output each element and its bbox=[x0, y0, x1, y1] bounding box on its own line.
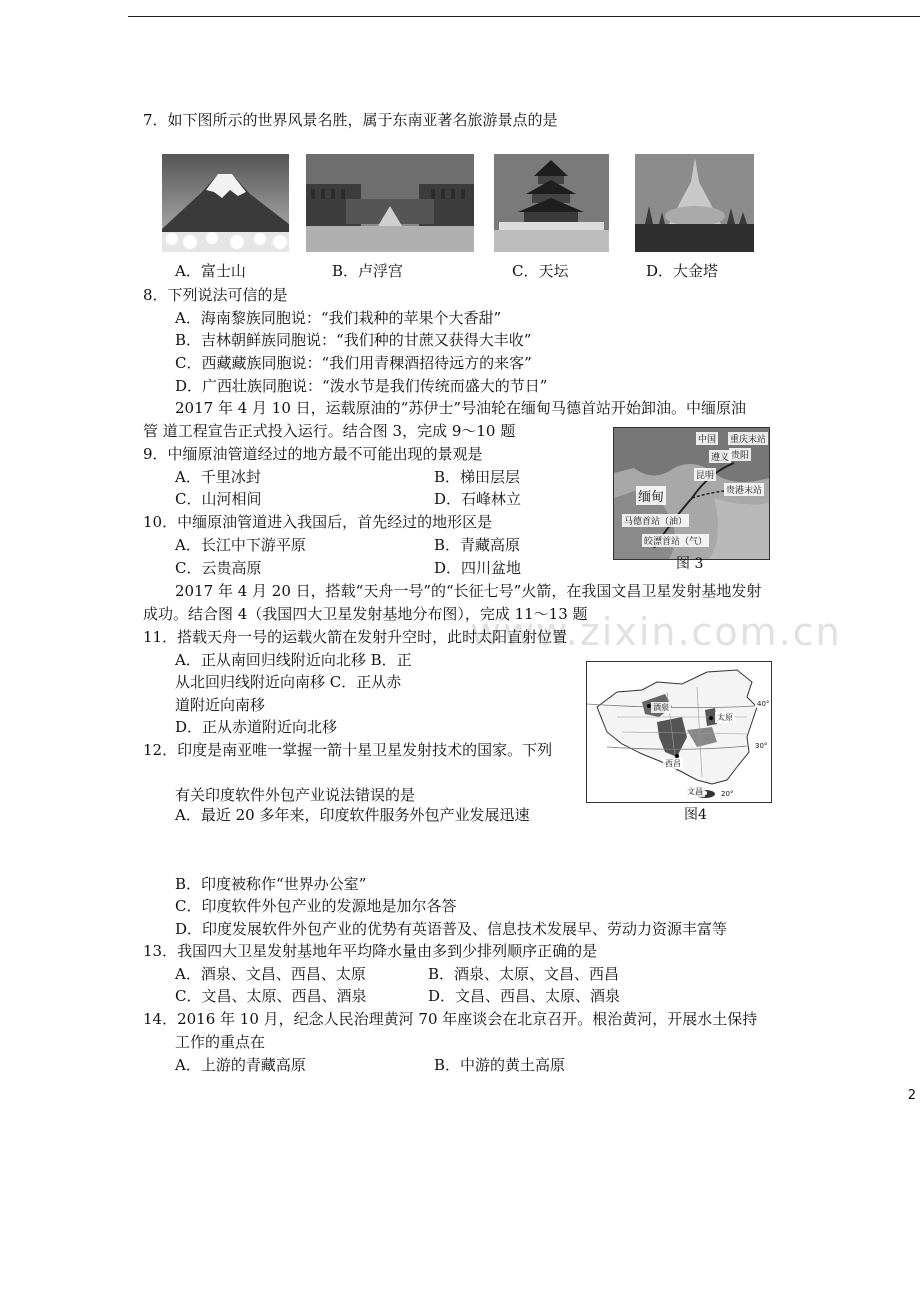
q7-option-c: C．天坛 bbox=[512, 262, 569, 280]
fig4-label-xichang: 西昌 bbox=[665, 759, 681, 768]
fig4-label-jiuquan: 酒泉 bbox=[653, 703, 669, 712]
fig3-label-guigang: 贵港末站 bbox=[724, 483, 764, 496]
q8-option-b: B．吉林朝鲜族同胞说：“我们种的甘蔗又获得大丰收” bbox=[175, 331, 532, 349]
passage2-line2: 成功。结合图 4（我国四大卫星发射基地分布图），完成 11～13 题 bbox=[143, 605, 588, 623]
q12-stem: 12．印度是南亚唯一掌握一箭十星卫星发射技术的国家。下列 bbox=[143, 741, 553, 759]
q7-stem: 7．如下图所示的世界风景名胜，属于东南亚著名旅游景点的是 bbox=[143, 111, 558, 129]
q12-stem-2: 有关印度软件外包产业说法错误的是 bbox=[175, 786, 416, 804]
fig3-label-kyaukpyu: 皎漂首站（气） bbox=[642, 534, 709, 547]
figure-3-caption: 图 3 bbox=[676, 556, 704, 572]
fig4-label-taiyuan: 太原 bbox=[717, 713, 733, 722]
q11-line-2: 从北回归线附近向南移 C．正从赤 bbox=[175, 673, 402, 691]
fig3-label-guiyang: 贵阳 bbox=[729, 448, 751, 461]
q14-stem: 14．2016 年 10 月，纪念人民治理黄河 70 年座谈会在北京召开。根治黄河，开展水土保持 bbox=[143, 1010, 758, 1028]
q12-option-d: D．印度发展软件外包产业的优势有英语普及、信息技术发展早、劳动力资源丰富等 bbox=[175, 920, 728, 938]
q11-line-1: A．正从南回归线附近向北移 B．正 bbox=[175, 651, 412, 669]
q14-option-b: B．中游的黄土高原 bbox=[434, 1056, 566, 1074]
photo-louvre bbox=[306, 154, 474, 252]
q14-option-a: A．上游的青藏高原 bbox=[175, 1056, 306, 1074]
figure-4-map bbox=[586, 661, 772, 803]
header-rule bbox=[128, 16, 920, 17]
q13-stem: 13．我国四大卫星发射基地年平均降水量由多到少排列顺序正确的是 bbox=[143, 942, 598, 960]
q10-option-b: B．青藏高原 bbox=[434, 536, 521, 554]
q12-option-b: B．印度被称作“世界办公室” bbox=[175, 875, 367, 893]
q13-option-b: B．酒泉、太原、文昌、西昌 bbox=[428, 965, 620, 983]
figure-3-map bbox=[613, 427, 770, 560]
q11-line-3: 道附近向南移 bbox=[175, 696, 266, 714]
q8-option-c: C．西藏藏族同胞说：“我们用青稞酒招待远方的来客” bbox=[175, 354, 532, 372]
q9-stem: 9．中缅原油管道经过的地方最不可能出现的景观是 bbox=[143, 445, 483, 463]
q7-option-d: D．大金塔 bbox=[646, 262, 719, 280]
fig3-label-china: 中国 bbox=[696, 432, 718, 445]
q14-stem-2: 工作的重点在 bbox=[175, 1033, 266, 1051]
passage1-line1: 2017 年 4 月 10 日，运载原油的“苏伊士”号油轮在缅甸马德首站开始卸油。中缅原油 bbox=[175, 399, 746, 417]
q9-option-d: D．石峰林立 bbox=[434, 490, 522, 508]
q11-line-4: D．正从赤道附近向北移 bbox=[175, 718, 338, 736]
q11-stem: 11．搭载天舟一号的运载火箭在发射升空时，此时太阳直射位置 bbox=[143, 628, 568, 646]
q12-option-c: C．印度软件外包产业的发源地是加尔各答 bbox=[175, 897, 457, 915]
q12-option-a: A．最近 20 多年来，印度软件服务外包产业发展迅速 bbox=[175, 806, 530, 824]
q9-option-a: A．千里冰封 bbox=[175, 468, 261, 486]
q9-option-c: C．山河相间 bbox=[175, 490, 262, 508]
q10-option-a: A．长江中下游平原 bbox=[175, 536, 306, 554]
fig4-label-lat30: 30° bbox=[755, 742, 768, 750]
q13-option-c: C．文昌、太原、西昌、酒泉 bbox=[175, 987, 367, 1005]
fig3-label-made: 马德首站（油） bbox=[622, 514, 689, 527]
q7-option-b: B．卢浮宫 bbox=[332, 262, 404, 280]
passage2-line1: 2017 年 4 月 20 日，搭载“天舟一号”的“长征七号”火箭，在我国文昌卫星发射基地发射 bbox=[175, 582, 762, 600]
q13-option-a: A．酒泉、文昌、西昌、太原 bbox=[175, 965, 366, 983]
q8-stem: 8．下列说法可信的是 bbox=[143, 286, 288, 304]
q9-option-b: B．梯田层层 bbox=[434, 468, 521, 486]
fig3-label-chongqing: 重庆末站 bbox=[728, 432, 768, 445]
watermark: www.zixin.com.cn bbox=[470, 610, 842, 654]
q7-option-a: A．富士山 bbox=[175, 262, 246, 280]
fig4-label-lat40: 40° bbox=[757, 700, 770, 708]
figure-4-caption: 图4 bbox=[684, 807, 707, 823]
q10-stem: 10．中缅原油管道进入我国后，首先经过的地形区是 bbox=[143, 513, 493, 531]
photo-shwedagon-pagoda bbox=[635, 154, 754, 252]
fig3-label-zunyi: 遵义 bbox=[709, 450, 731, 463]
photo-mount-fuji bbox=[162, 154, 289, 252]
q13-option-d: D．文昌、西昌、太原、酒泉 bbox=[428, 987, 621, 1005]
fig3-label-kunming: 昆明 bbox=[694, 468, 716, 481]
fig4-label-lat20: 20° bbox=[721, 790, 734, 798]
fig3-label-myanmar: 缅甸 bbox=[636, 486, 666, 505]
fig4-label-wenchang: 文昌 bbox=[687, 787, 703, 796]
q10-option-c: C．云贵高原 bbox=[175, 559, 262, 577]
q8-option-a: A．海南黎族同胞说：“我们栽种的苹果个大香甜” bbox=[175, 309, 502, 327]
q10-option-d: D．四川盆地 bbox=[434, 559, 522, 577]
passage1-line2: 管 道工程宣告正式投入运行。结合图 3，完成 9～10 题 bbox=[143, 422, 516, 440]
q8-option-d: D．广西壮族同胞说：“泼水节是我们传统而盛大的节日” bbox=[175, 377, 548, 395]
page-number: 2 bbox=[907, 1088, 916, 1103]
photo-temple-of-heaven bbox=[494, 154, 609, 252]
